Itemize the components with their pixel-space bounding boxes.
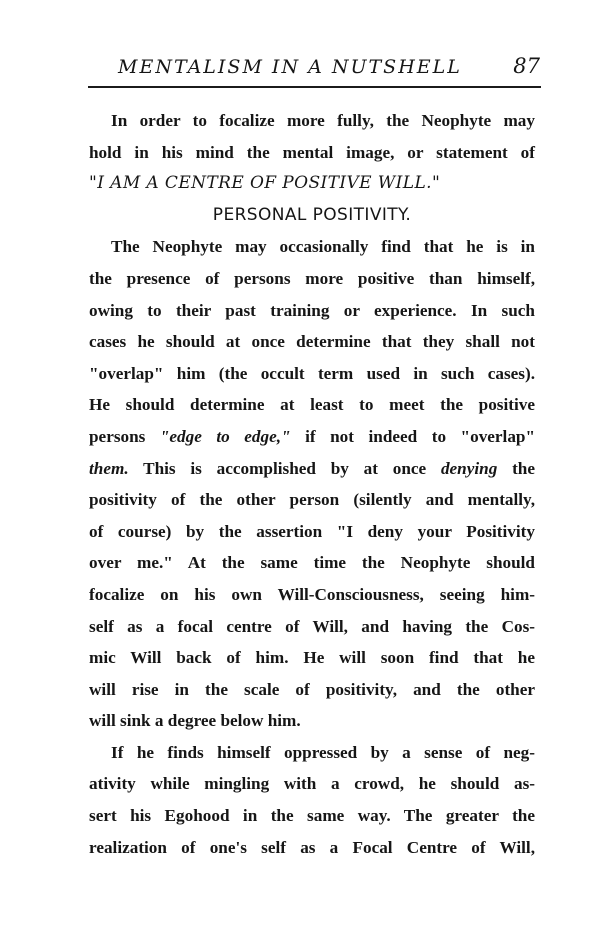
body-line: hold in his mind the mental image, or statement of [89, 142, 535, 162]
emphasis-text: "edge to edge," [159, 426, 291, 446]
body-line: mic Will back of him. He will soon find that he [89, 648, 535, 668]
body-line [89, 453, 535, 485]
body-text: This is accomplished by at once [128, 458, 441, 478]
body-line: In order to focalize more fully, the Neophyte may [111, 111, 535, 130]
body-line: over me." At the same time the Neophyte should [89, 553, 535, 573]
emphasis-text: them. [89, 458, 129, 478]
section-heading: PERSONAL POSITIVITY. [212, 204, 412, 225]
body-line: the presence of persons more positive than himself, [89, 268, 535, 288]
body-line: "overlap" him (the occult term used in such cases). [89, 363, 535, 383]
body-line: of course) by the assertion "I deny your Positivity [89, 521, 535, 541]
body-line: sert his Egohood in the same way. The greater the [89, 806, 535, 826]
body-line: If he finds himself oppressed by a sense of neg- [111, 742, 535, 762]
body-line [89, 421, 535, 453]
body-line: The Neophyte may occasionally find that he is in [111, 237, 535, 257]
body-line: will rise in the scale of positivity, and the other [89, 679, 535, 699]
body-line: realization of one's self as a Focal Centre of Will, [89, 837, 535, 857]
body-line: self as a focal centre of Will, and having the Cos- [89, 616, 535, 636]
body-line: positivity of the other person (silently and mentally, [89, 490, 535, 510]
body-line: He should determine at least to meet the positive [89, 395, 535, 415]
body-line: will sink a degree below him. [89, 711, 301, 731]
body-line: ativity while mingling with a crowd, he should as- [89, 774, 535, 794]
body-text: if not indeed to "overlap" [290, 426, 536, 446]
body-line: owing to their past training or experience. In such [89, 300, 535, 320]
affirmation-line: "I AM A CENTRE OF POSITIVE WILL." [89, 173, 441, 194]
body-line: cases he should at once determine that they shall not [89, 332, 535, 352]
emphasis-text: denying [440, 458, 498, 478]
page-header [88, 54, 540, 84]
body-text: persons [89, 426, 160, 446]
page-number: 87 [513, 54, 540, 78]
header-rule [88, 86, 541, 88]
body-text: the [497, 458, 535, 478]
running-head: MENTALISM IN A NUTSHELL [118, 56, 462, 78]
body-line: focalize on his own Will-Consciousness, seeing him- [89, 584, 535, 604]
page-body [89, 105, 535, 863]
